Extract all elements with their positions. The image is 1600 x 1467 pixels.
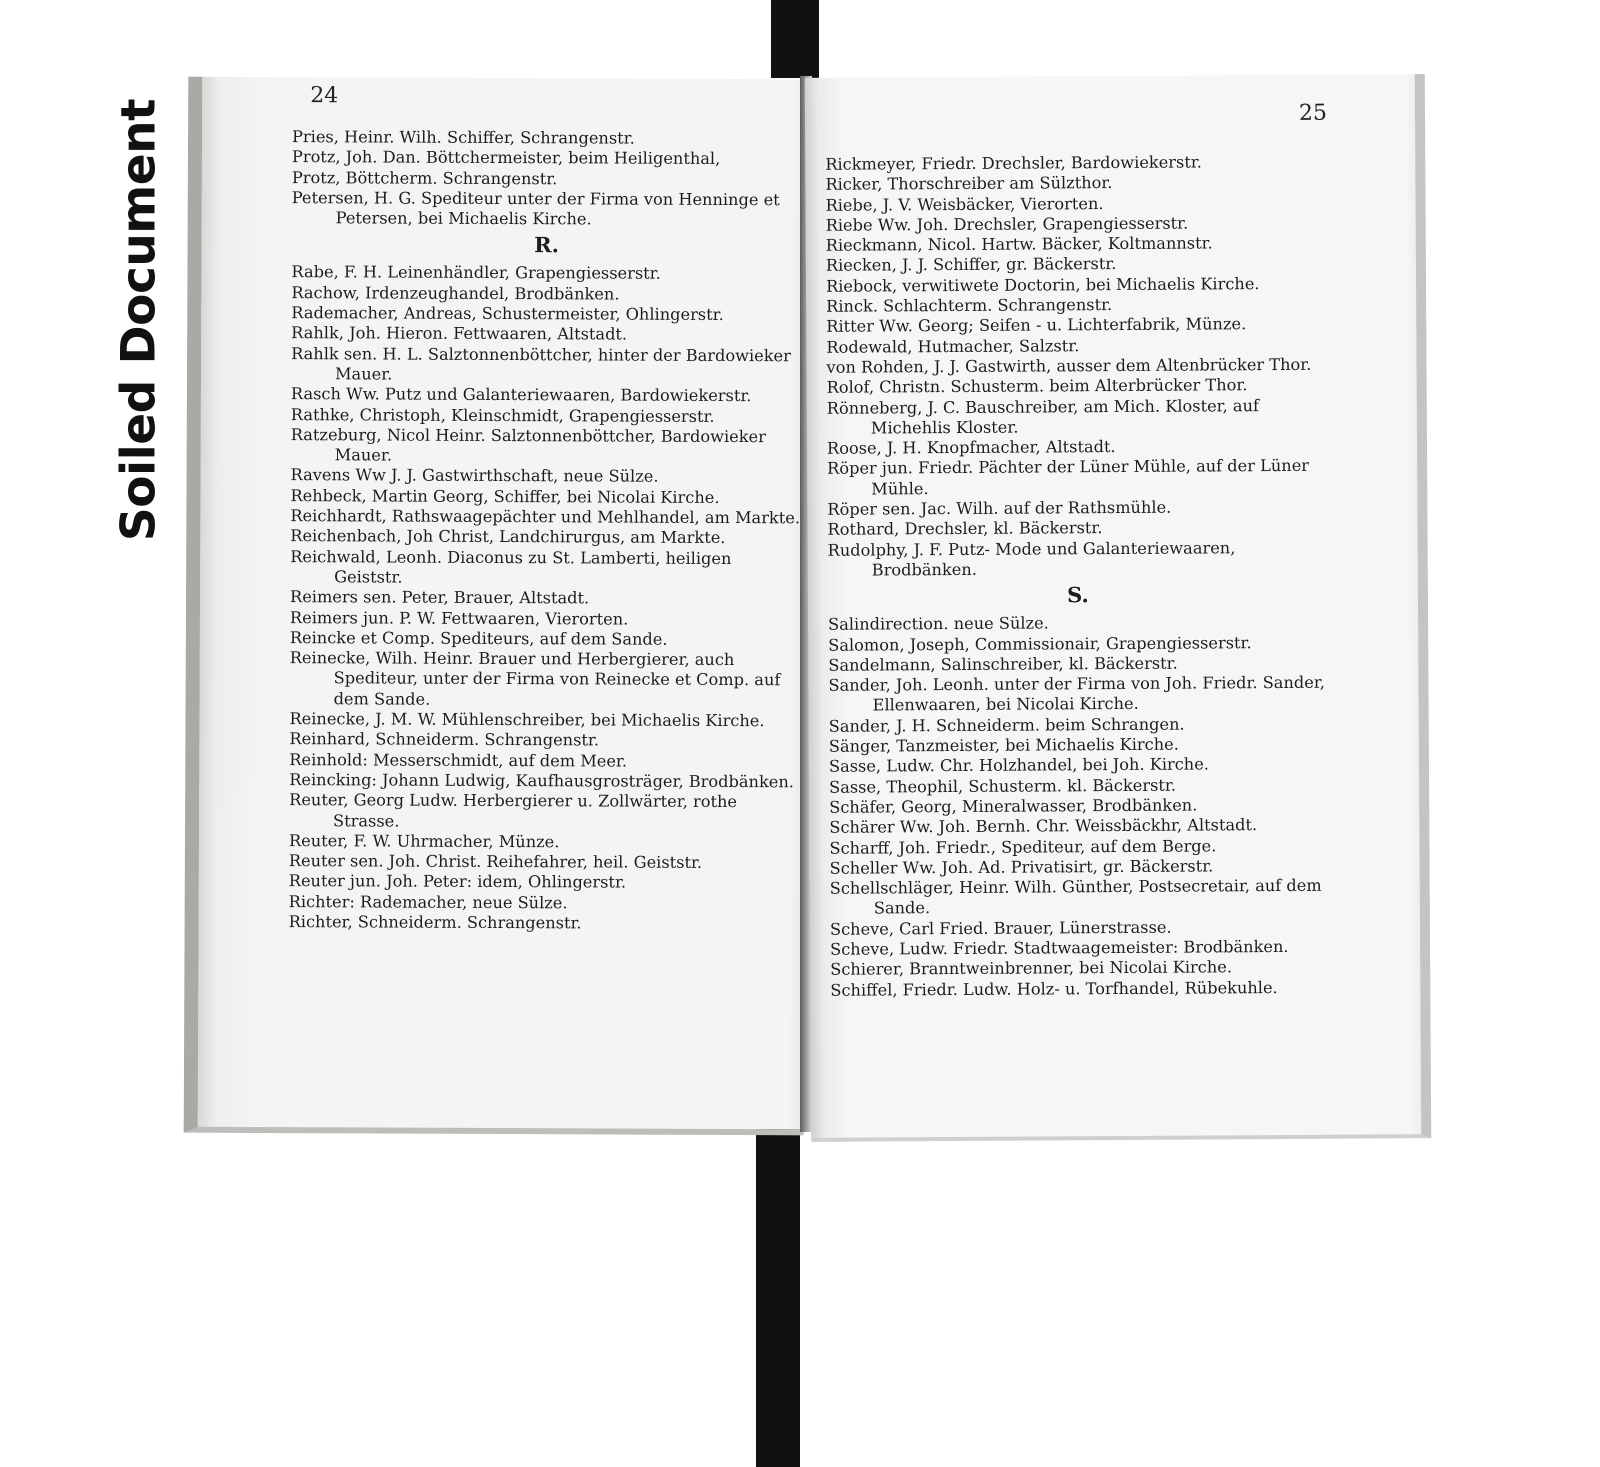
entry: Reinhold: Messerschmidt, auf dem Meer.	[289, 749, 628, 771]
entry: Rothard, Drechsler, kl. Bäckerstr.	[827, 518, 1103, 540]
entry: Reincke et Comp. Spediteurs, auf dem Sande.	[289, 627, 668, 649]
right-page	[805, 74, 1431, 1142]
entry: Scharff, Joh. Friedr., Spediteur, auf dem Berge.	[829, 835, 1217, 858]
entry: Schärer Ww. Joh. Bernh. Chr. Weissbäckhr, Altstadt.	[829, 815, 1258, 837]
entry: Reuter, Georg Ludw. Herbergierer u. Zollwärter, rothe Strasse.	[289, 790, 738, 831]
entry: Röper sen. Jac. Wilh. auf der Rathsmühle.	[827, 497, 1172, 519]
entry: Riecken, J. J. Schiffer, gr. Bäckerstr.	[825, 254, 1117, 276]
entry: Sasse, Ludw. Chr. Holzhandel, bei Joh. Kirche.	[828, 754, 1209, 777]
entry: Scheller Ww. Joh. Ad. Privatisirt, gr. Bäckerstr.	[829, 856, 1214, 878]
entry: von Rohden, J. J. Gastwirth, ausser dem Altenbrücker Thor.	[826, 354, 1312, 377]
entry: Reimers jun. P. W. Fettwaaren, Vierorten.	[289, 607, 629, 629]
entry: Reincking: Johann Ludwig, Kaufhausgrosträger, Brodbänken.	[289, 770, 794, 792]
page-number-left: 24	[310, 83, 339, 109]
entry: Reuter, F. W. Uhrmacher, Münze.	[288, 830, 560, 852]
entry: Rodewald, Hutmacher, Salzstr.	[826, 335, 1080, 357]
section-letter-r: R.	[534, 232, 560, 258]
section-letter-s: S.	[1066, 582, 1089, 608]
entry: Rieckmann, Nicol. Hartw. Bäcker, Koltmannstr.	[825, 233, 1213, 255]
entry: Sander, J. H. Schneiderm. beim Schrangen.	[828, 714, 1185, 736]
entry: Riebock, verwitiwete Doctorin, bei Michaelis Kirche.	[825, 273, 1260, 296]
left-entry-list	[289, 127, 803, 934]
entry: Protz, Böttcherm. Schrangenstr.	[291, 167, 558, 188]
entry: Ravens Ww J. J. Gastwirthschaft, neue Sülze.	[290, 465, 659, 487]
entry: Rehbeck, Martin Georg, Schiffer, bei Nicolai Kirche.	[290, 485, 720, 507]
entry: Sander, Joh. Leonh. unter der Firma von Joh. Friedr. Sander, Ellenwaaren, bei Nicolai Kirche.	[828, 672, 1325, 715]
entry: Petersen, H. G. Spediteur unter der Firma von Henninge et Petersen, bei Michaelis Kirche.	[291, 187, 780, 229]
entry: Richter: Rademacher, neue Sülze.	[288, 891, 568, 913]
entry: Reichwald, Leonh. Diaconus zu St. Lamberti, heiligen Geiststr.	[290, 546, 732, 587]
entry: Schäfer, Georg, Mineralwasser, Brodbänken.	[829, 795, 1198, 817]
entry: Schierer, Branntweinbrenner, bei Nicolai Kirche.	[830, 957, 1233, 980]
entry: Riebe Ww. Joh. Drechsler, Grapengiesserstr.	[825, 213, 1189, 235]
entry: Ritter Ww. Georg; Seifen - u. Lichterfabrik, Münze.	[826, 314, 1247, 337]
entry: Reinecke, J. M. W. Mühlenschreiber, bei Michaelis Kirche.	[289, 709, 765, 731]
entry: Pries, Heinr. Wilh. Schiffer, Schrangenstr.	[292, 127, 635, 148]
entry: Salindirection. neue Sülze.	[828, 613, 1049, 635]
entry: Schellschläger, Heinr. Wilh. Günther, Postsecretair, auf dem Sande.	[829, 875, 1322, 918]
entry: Ricker, Thorschreiber am Sülzthor.	[825, 173, 1113, 195]
entry: Schiffel, Friedr. Ludw. Holz- u. Torfhandel, Rübekuhle.	[830, 977, 1278, 1000]
entry: Sänger, Tanzmeister, bei Michaelis Kirche.	[828, 734, 1179, 756]
entry: Reinecke, Wilh. Heinr. Brauer und Herbergierer, auch Spediteur, unter der Firma von Reinecke et Comp. auf dem Sande.	[289, 648, 781, 709]
entry: Protz, Joh. Dan. Böttchermeister, beim Heiligenthal,	[291, 147, 721, 169]
entry: Rönneberg, J. C. Bauschreiber, am Mich. Kloster, auf Michehlis Kloster.	[826, 395, 1260, 438]
entry: Reichenbach, Joh Christ, Landchirurgus, am Markte.	[290, 526, 726, 548]
entry: Rolof, Christn. Schusterm. beim Alterbrücker Thor.	[826, 375, 1248, 398]
entry: Rademacher, Andreas, Schustermeister, Ohlingerstr.	[291, 303, 724, 325]
entry: Scheve, Ludw. Friedr. Stadtwaagemeister: Brodbänken.	[830, 936, 1289, 959]
right-entry-list	[825, 152, 1330, 1001]
entry: Sandelmann, Salinschreiber, kl. Bäckerstr.	[828, 653, 1178, 675]
entry: Rudolphy, J. F. Putz- Mode und Galanteriewaaren, Brodbänken.	[827, 537, 1236, 580]
entry: Rathke, Christoph, Kleinschmidt, Grapengiesserstr.	[290, 404, 715, 426]
page-number-right: 25	[1298, 100, 1328, 126]
entry: Reichhardt, Rathswaagepächter und Mehlhandel, am Markte.	[290, 506, 801, 528]
entry: Reuter sen. Joh. Christ. Reihefahrer, heil. Geiststr.	[288, 851, 703, 872]
entry: Ratzeburg, Nicol Heinr. Salztonnenböttcher, Bardowieker Mauer.	[290, 424, 766, 465]
binding-strip-top	[771, 0, 819, 78]
entry: Sasse, Theophil, Schusterm. kl. Bäckerstr.	[829, 775, 1177, 797]
entry: Salomon, Joseph, Commissionair, Grapengiesserstr.	[828, 632, 1252, 655]
entry: Richter, Schneiderm. Schrangenstr.	[288, 912, 582, 933]
entry: Rasch Ww. Putz und Galanteriewaaren, Bardowiekerstr.	[290, 384, 752, 406]
left-page	[184, 77, 809, 1136]
entry: Röper jun. Friedr. Pächter der Lüner Mühle, auf der Lüner Mühle.	[827, 456, 1310, 499]
entry: Rickmeyer, Friedr. Drechsler, Bardowiekerstr.	[825, 152, 1202, 174]
scan-label-text: Soiled Document	[111, 98, 167, 542]
entry: Rahlk, Joh. Hieron. Fettwaaren, Altstadt.	[291, 323, 628, 344]
entry: Reinhard, Schneiderm. Schrangenstr.	[289, 729, 600, 750]
binding-strip-bottom	[756, 1128, 800, 1467]
entry: Scheve, Carl Fried. Brauer, Lünerstrasse.	[829, 917, 1172, 939]
entry: Riebe, J. V. Weisbäcker, Vierorten.	[825, 193, 1104, 215]
entry: Rinck. Schlachterm. Schrangenstr.	[826, 295, 1113, 316]
entry: Reuter jun. Joh. Peter: idem, Ohlingerstr.	[288, 871, 627, 892]
scan-label	[112, 70, 166, 570]
entry: Reimers sen. Peter, Brauer, Altstadt.	[289, 587, 590, 608]
entry: Rachow, Irdenzeughandel, Brodbänken.	[291, 282, 620, 304]
entry: Roose, J. H. Knopfmacher, Altstadt.	[826, 437, 1116, 458]
entry: Rabe, F. H. Leinenhändler, Grapengiesserstr.	[291, 262, 661, 284]
entry: Rahlk sen. H. L. Salztonnenböttcher, hinter der Bardowieker Mauer.	[291, 343, 791, 384]
